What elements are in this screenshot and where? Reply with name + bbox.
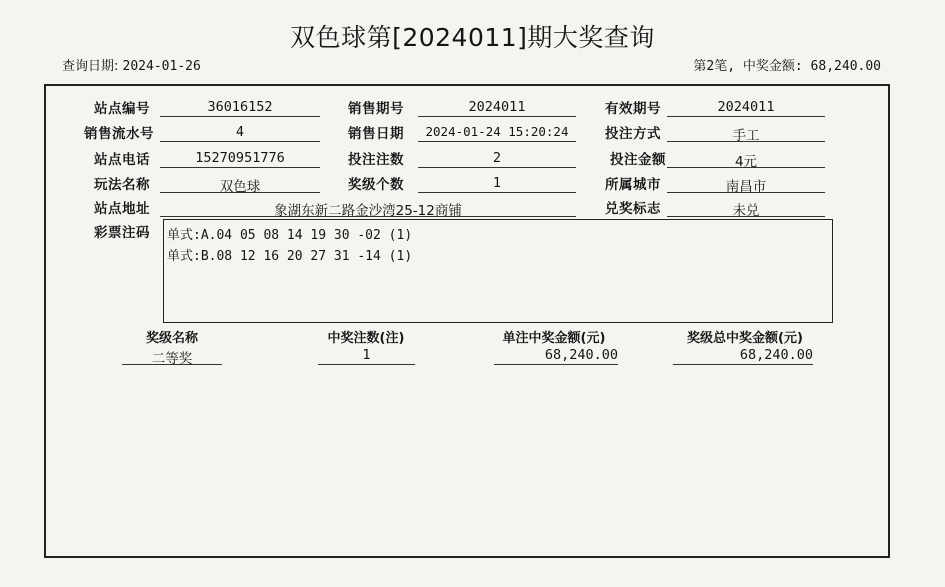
bet-amount-underline xyxy=(667,167,825,168)
game-name-underline xyxy=(160,192,320,193)
prize-cell-total: 68,240.00 xyxy=(739,347,813,363)
phone-value: 15270951776 xyxy=(195,150,285,166)
redeem-flag-underline xyxy=(667,216,825,217)
prize-total-underline xyxy=(673,364,813,365)
prize-count-underline xyxy=(418,192,576,193)
win-summary: 第2笔, 中奖金额: 68,240.00 xyxy=(693,59,881,74)
codes-label: 彩票注码 xyxy=(94,225,150,241)
address-label: 站点地址 xyxy=(94,201,150,217)
station-no-underline xyxy=(160,116,320,117)
bet-method-value: 手工 xyxy=(732,128,760,144)
bet-amount-value: 4元 xyxy=(734,154,758,170)
prize-header-total: 奖级总中奖金额(元) xyxy=(687,331,803,346)
city-underline xyxy=(667,192,825,193)
prize-single-underline xyxy=(494,364,618,365)
address-underline xyxy=(160,216,576,217)
sale-date-label: 销售日期 xyxy=(348,126,404,142)
phone-underline xyxy=(160,167,320,168)
prize-count-label: 奖级个数 xyxy=(348,177,404,193)
prize-header-single: 单注中奖金额(元) xyxy=(502,331,606,346)
page-title: 双色球第[2024011]期大奖查询 xyxy=(290,23,655,52)
prize-cell-name: 二等奖 xyxy=(151,351,193,367)
valid-period-label: 有效期号 xyxy=(605,101,661,117)
address-value: 象湖东新二路金沙湾25-12商铺 xyxy=(274,203,462,219)
valid-period-value: 2024011 xyxy=(717,99,775,115)
city-value: 南昌市 xyxy=(725,179,767,195)
bet-count-label: 投注注数 xyxy=(348,152,404,168)
prize-count-value: 1 xyxy=(492,175,502,191)
valid-period-underline xyxy=(667,116,825,117)
code-line-b: 单式:B.08 12 16 20 27 31 -14 (1) xyxy=(167,249,413,264)
prize-cell-count: 1 xyxy=(362,347,371,363)
phone-label: 站点电话 xyxy=(94,152,150,168)
prize-cell-single: 68,240.00 xyxy=(544,347,618,363)
city-label: 所属城市 xyxy=(605,177,661,193)
prize-header-name: 奖级名称 xyxy=(145,331,198,346)
serial-no-underline xyxy=(160,141,320,142)
serial-no-value: 4 xyxy=(235,124,245,140)
sale-period-underline xyxy=(418,116,576,117)
sale-date-value: 2024-01-24 15:20:24 xyxy=(425,124,569,139)
prize-header-count: 中奖注数(注) xyxy=(327,331,405,346)
prize-count-underline-cell xyxy=(318,364,415,365)
query-date-label: 查询日期: xyxy=(62,59,119,74)
serial-no-label: 销售流水号 xyxy=(84,126,154,142)
bet-count-underline xyxy=(418,167,576,168)
sale-date-underline xyxy=(418,141,576,142)
sale-period-value: 2024011 xyxy=(468,99,526,115)
station-no-label: 站点编号 xyxy=(94,101,150,117)
code-line-a: 单式:A.04 05 08 14 19 30 -02 (1) xyxy=(167,228,413,243)
redeem-flag-value: 未兑 xyxy=(732,203,760,219)
query-date-value: 2024-01-26 xyxy=(122,59,201,74)
redeem-flag-label: 兑奖标志 xyxy=(605,201,661,217)
station-no-value: 36016152 xyxy=(207,99,273,115)
prize-name-underline xyxy=(122,364,222,365)
bet-method-underline xyxy=(667,141,825,142)
game-name-value: 双色球 xyxy=(219,179,261,195)
bet-amount-label: 投注金额 xyxy=(610,152,666,168)
bet-count-value: 2 xyxy=(492,150,502,166)
game-name-label: 玩法名称 xyxy=(94,177,150,193)
sale-period-label: 销售期号 xyxy=(348,101,404,117)
bet-method-label: 投注方式 xyxy=(605,126,661,142)
query-date xyxy=(62,55,201,74)
